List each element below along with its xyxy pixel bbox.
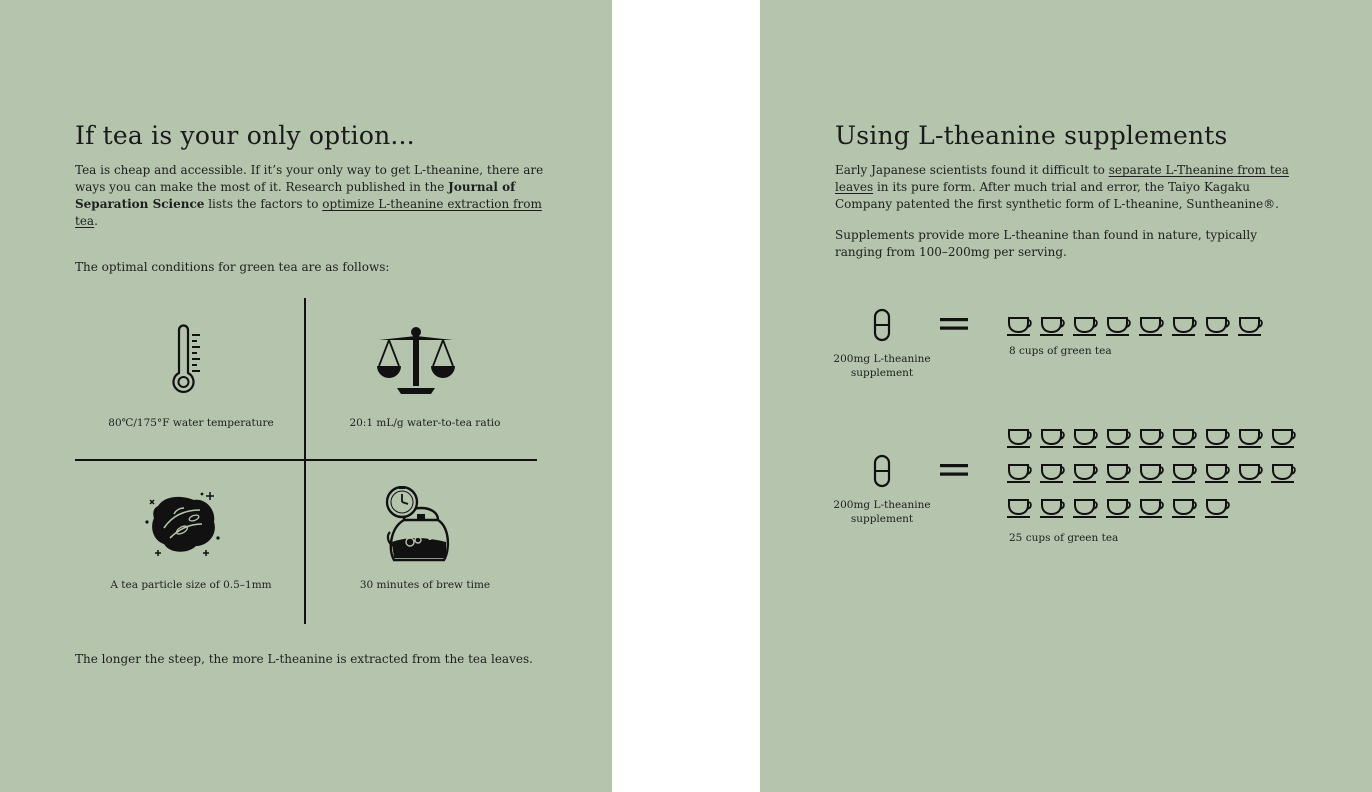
cell-caption-ratio: 20:1 mL/g water-to-tea ratio (349, 417, 501, 429)
right-intro-paragraph (835, 162, 1305, 213)
tea-cup-icon (1040, 498, 1066, 518)
tea-cup-icon (1073, 463, 1099, 483)
tea-cup-icon (1040, 316, 1066, 336)
cups-caption-1: 8 cups of green tea (1009, 345, 1112, 357)
cups-row (1007, 428, 1297, 448)
left-section-title: If tea is your only option... (75, 121, 415, 150)
optimize-extraction-link[interactable]: optimize L-theanine extraction from tea (75, 197, 542, 228)
cups-row (1007, 498, 1231, 518)
tea-cup-icon (1106, 316, 1132, 336)
tea-cup-icon (1238, 428, 1264, 448)
tea-cup-icon (1205, 316, 1231, 336)
grid-horizontal-divider (75, 459, 537, 461)
tea-cup-icon (1106, 498, 1132, 518)
tea-cup-icon (1106, 428, 1132, 448)
tea-cup-icon (1007, 428, 1033, 448)
tea-cup-icon (1205, 498, 1231, 518)
pill-icon (873, 454, 891, 488)
equals-icon (940, 317, 968, 331)
right-section-title: Using L-theanine supplements (835, 121, 1228, 150)
cell-caption-particle-size: A tea particle size of 0.5–1mm (110, 579, 272, 591)
tea-cup-icon (1172, 428, 1198, 448)
intro-text-1: Tea is cheap and accessible. If it’s your only way to get L-theanine, there are ways you can make the most of it. Research published in the (75, 163, 544, 194)
tea-cup-icon (1271, 428, 1297, 448)
tea-cup-icon (1139, 428, 1165, 448)
cups-caption-2: 25 cups of green tea (1009, 532, 1119, 544)
tea-cup-icon (1172, 463, 1198, 483)
tea-cup-icon (1007, 316, 1033, 336)
intro-text-2: lists the factors to (204, 197, 323, 211)
cups-row (1007, 463, 1297, 483)
left-intro-paragraph (75, 162, 565, 230)
tea-cup-icon (1205, 463, 1231, 483)
tea-cup-icon (1271, 463, 1297, 483)
tea-leaves-icon (144, 488, 220, 560)
tea-cup-icon (1007, 498, 1033, 518)
right-intro-text-2: in its pure form. After much trial and error, the Taiyo Kagaku Company patented the first synthetic form of L-theanine, Suntheanine®. (835, 180, 1279, 211)
left-footer-text: The longer the steep, the more L-theanine is extracted from the tea leaves. (75, 652, 533, 666)
cell-caption-temperature: 80℃/175°F water temperature (108, 417, 274, 429)
left-panel (0, 0, 612, 792)
cups-row (1007, 316, 1264, 336)
cell-caption-brew-time: 30 minutes of brew time (359, 579, 491, 591)
supplements-paragraph: Supplements provide more L-theanine than found in nature, typically ranging from 100–200mg per serving. (835, 228, 1258, 259)
journal-name: Journal of Separation Science (75, 180, 516, 211)
tea-cup-icon (1139, 316, 1165, 336)
tea-cup-icon (1106, 463, 1132, 483)
tea-cup-icon (1007, 463, 1033, 483)
tea-cup-icon (1205, 428, 1231, 448)
tea-cup-icon (1040, 428, 1066, 448)
tea-cup-icon (1073, 498, 1099, 518)
equals-icon (940, 463, 968, 477)
thermometer-icon (170, 322, 204, 396)
conditions-intro: The optimal conditions for green tea are as follows: (75, 260, 390, 274)
tea-cup-icon (1139, 463, 1165, 483)
scale-icon (375, 326, 457, 396)
tea-cup-icon (1040, 463, 1066, 483)
tea-cup-icon (1238, 463, 1264, 483)
pill-caption-2: 200mg L-theanine supplement (833, 499, 931, 525)
pill-icon (873, 308, 891, 342)
tea-cup-icon (1073, 316, 1099, 336)
grid-vertical-divider (304, 298, 306, 624)
tea-cup-icon (1172, 316, 1198, 336)
pill-caption-1: 200mg L-theanine supplement (833, 353, 931, 379)
intro-text-3: . (94, 214, 98, 228)
tea-cup-icon (1073, 428, 1099, 448)
tea-cup-icon (1238, 316, 1264, 336)
tea-cup-icon (1139, 498, 1165, 518)
right-intro-text-1: Early Japanese scientists found it difficult to (835, 163, 1109, 177)
tea-cup-icon (1172, 498, 1198, 518)
separate-l-theanine-link[interactable]: separate L-Theanine from tea leaves (835, 163, 1289, 194)
right-panel (760, 0, 1372, 792)
kettle-timer-icon (384, 486, 452, 562)
